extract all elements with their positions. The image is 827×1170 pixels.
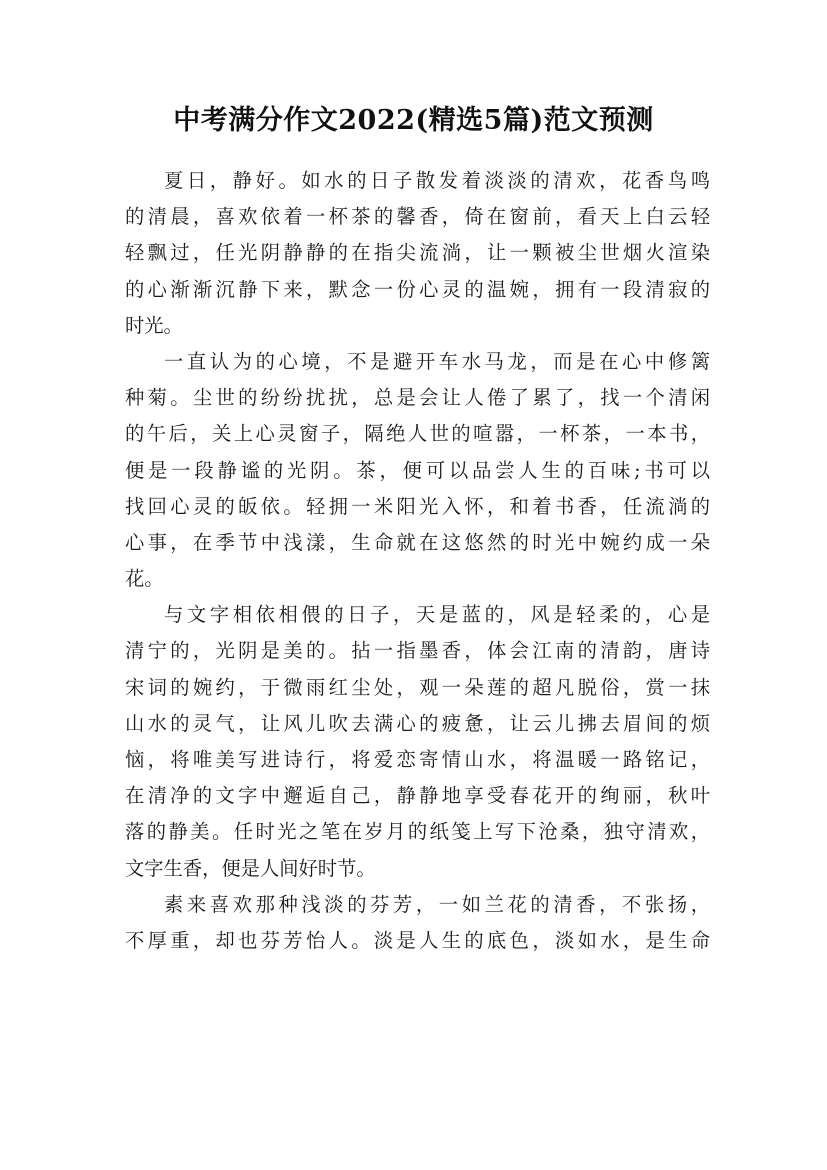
paragraph-line: 花。: [125, 567, 164, 591]
paragraph-line: 一直认为的心境，不是避开车水马龙，而是在心中修篱: [164, 349, 710, 373]
paragraph-line: 的心渐渐沉静下来，默念一份心灵的温婉，拥有一段清寂的: [125, 277, 710, 301]
paragraph-line: 在清净的文字中邂逅自己，静静地享受春花开的绚丽，秋叶: [125, 784, 710, 808]
document-title: 中考满分作文2022(精选5篇)范文预测: [173, 105, 654, 136]
paragraph: [125, 344, 710, 597]
paragraph: [125, 163, 710, 344]
paragraph-line: 山水的灵气，让风儿吹去满心的疲惫，让云儿拂去眉间的烦: [125, 711, 710, 735]
paragraph-line: 时光。: [125, 313, 183, 337]
paragraph: [125, 887, 710, 959]
paragraph-line: 素来喜欢那种浅淡的芬芳，一如兰花的清香，不张扬，: [164, 892, 710, 916]
paragraph-line: 恼，将唯美写进诗行，将爱恋寄情山水，将温暖一路铭记，: [125, 748, 710, 771]
paragraph-line: 清宁的，光阴是美的。拈一指墨香，体会江南的清韵，唐诗: [125, 639, 710, 663]
paragraph-line: 便是一段静谧的光阴。茶，便可以品尝人生的百味;书可以: [125, 458, 710, 482]
paragraph-line: 宋词的婉约，于微雨红尘处，观一朵莲的超凡脱俗，赏一抹: [125, 675, 710, 699]
paragraph-line: 不厚重，却也芬芳怡人。淡是人生的底色，淡如水，是生命: [125, 928, 710, 952]
paragraph-line: 种菊。尘世的纷纷扰扰，总是会让人倦了累了，找一个清闲: [125, 386, 710, 410]
paragraph-line: 找回心灵的皈依。轻拥一米阳光入怀，和着书香，任流淌的: [125, 494, 710, 518]
paragraph-line: 夏日，静好。如水的日子散发着淡淡的清欢，花香鸟鸣: [164, 169, 710, 192]
paragraph-line: 的午后，关上心灵窗子，隔绝人世的喧嚣，一杯茶，一本书，: [125, 422, 710, 446]
paragraph: [125, 597, 710, 887]
paragraph-line: 轻飘过，任光阴静静的在指尖流淌，让一颗被尘世烟火渲染: [125, 241, 710, 265]
paragraph-line: 的清晨，喜欢依着一杯茶的馨香，倚在窗前，看天上白云轻: [125, 205, 710, 229]
paragraph-line: 心事，在季节中浅漾，生命就在这悠然的时光中婉约成一朵: [125, 530, 710, 554]
document-body: [125, 163, 710, 959]
paragraph-line: 落的静美。任时光之笔在岁月的纸笺上写下沧桑，独守清欢，: [125, 820, 710, 844]
paragraph-line: 文字生香，便是人间好时节。: [125, 856, 376, 880]
paragraph-line: 与文字相依相偎的日子，天是蓝的，风是轻柔的，心是: [164, 603, 710, 627]
